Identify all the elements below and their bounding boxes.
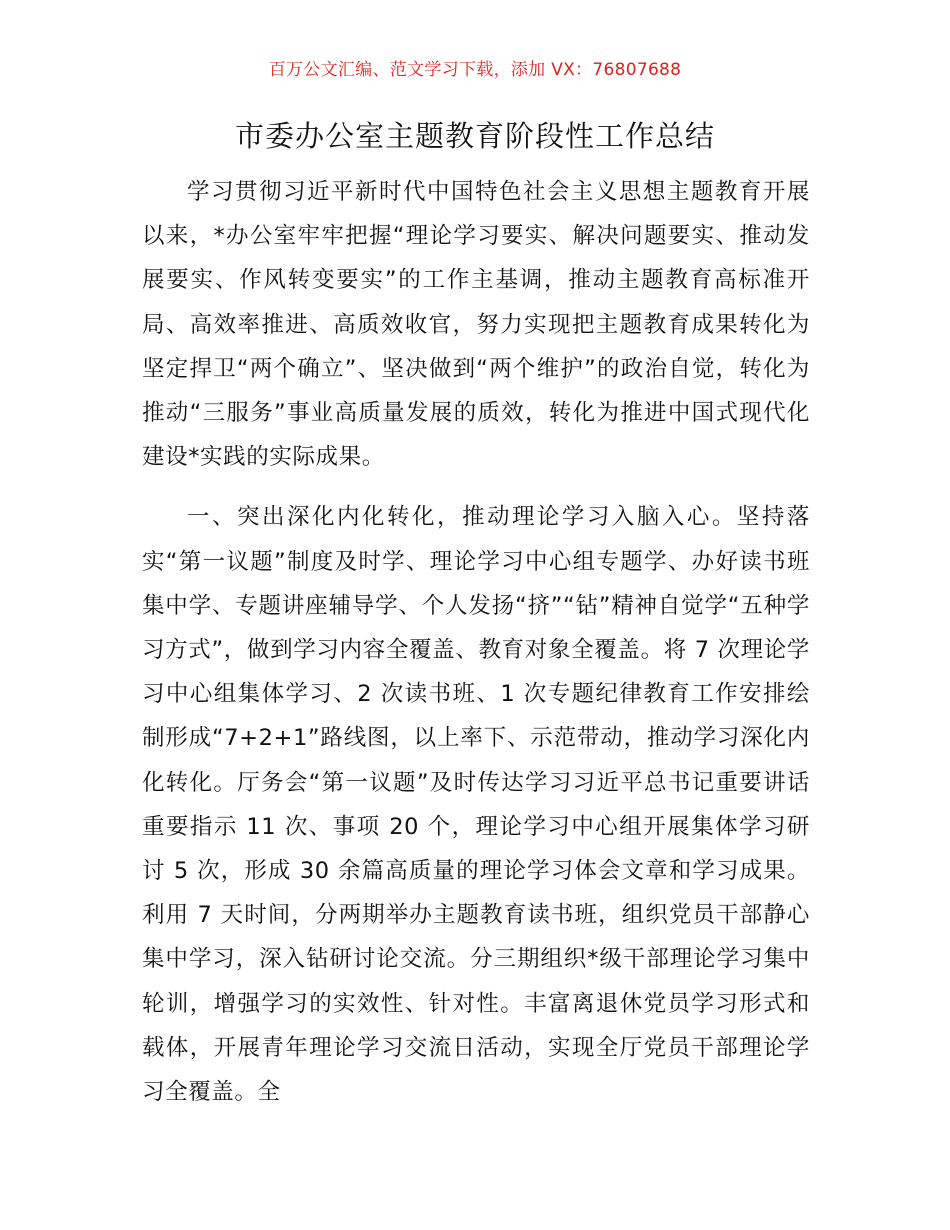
body-paragraph-intro: 学习贯彻习近平新时代中国特色社会主义思想主题教育开展以来，*办公室牢牢把握“理论学习要实、解决问题要实、推动发展要实、作风转变要实”的工作主基调，推动主题教育高标准开局、高效率推进、高质效收官，努力实现把主题教育成果转化为坚定捍卫“两个确立”、坚决做到“两个维护”的政治自觉，转化为推动“三服务”事业高质量发展的质效，转化为推进中国式现代化建设*实践的实际成果。 [142, 179, 810, 471]
watermark-header: 百万公文汇编、范文学习下载，添加 VX：76807688 [268, 60, 682, 80]
document-body [142, 170, 810, 1114]
document-title: 市委办公室主题教育阶段性工作总结 [234, 119, 715, 153]
body-paragraph-section-one: 一、突出深化内化转化，推动理论学习入脑入心。坚持落实“第一议题”制度及时学、理论学习中心组专题学、办好读书班集中学、专题讲座辅导学、个人发扬“挤”“钻”精神自觉学“五种学习方式”，做到学习内容全覆盖、教育对象全覆盖。将 7 次理论学习中心组集体学习、2 次读书班、1 次专题纪律教育工作安排绘制形成“7+2+1”路线图，以上率下、示范带动，推动学习深化内化转化。厅务会“第一议题”及时传达学习习近平总书记重要讲话重要指示 11 次、事项 20 个，理论学习中心组开展集体学习研讨 5 次，形成 30 余篇高质量的理论学习体会文章和学习成果。利用 7 天时间，分两期举办主题教育读书班，组织党员干部静心集中学习，深入钻研讨论交流。分三期组织*级干部理论学习集中轮训，增强学习的实效性、针对性。丰富离退休党员学习形式和载体，开展青年理论学习交流日活动，实现全厅党员干部理论学习全覆盖。全 [142, 504, 810, 1106]
